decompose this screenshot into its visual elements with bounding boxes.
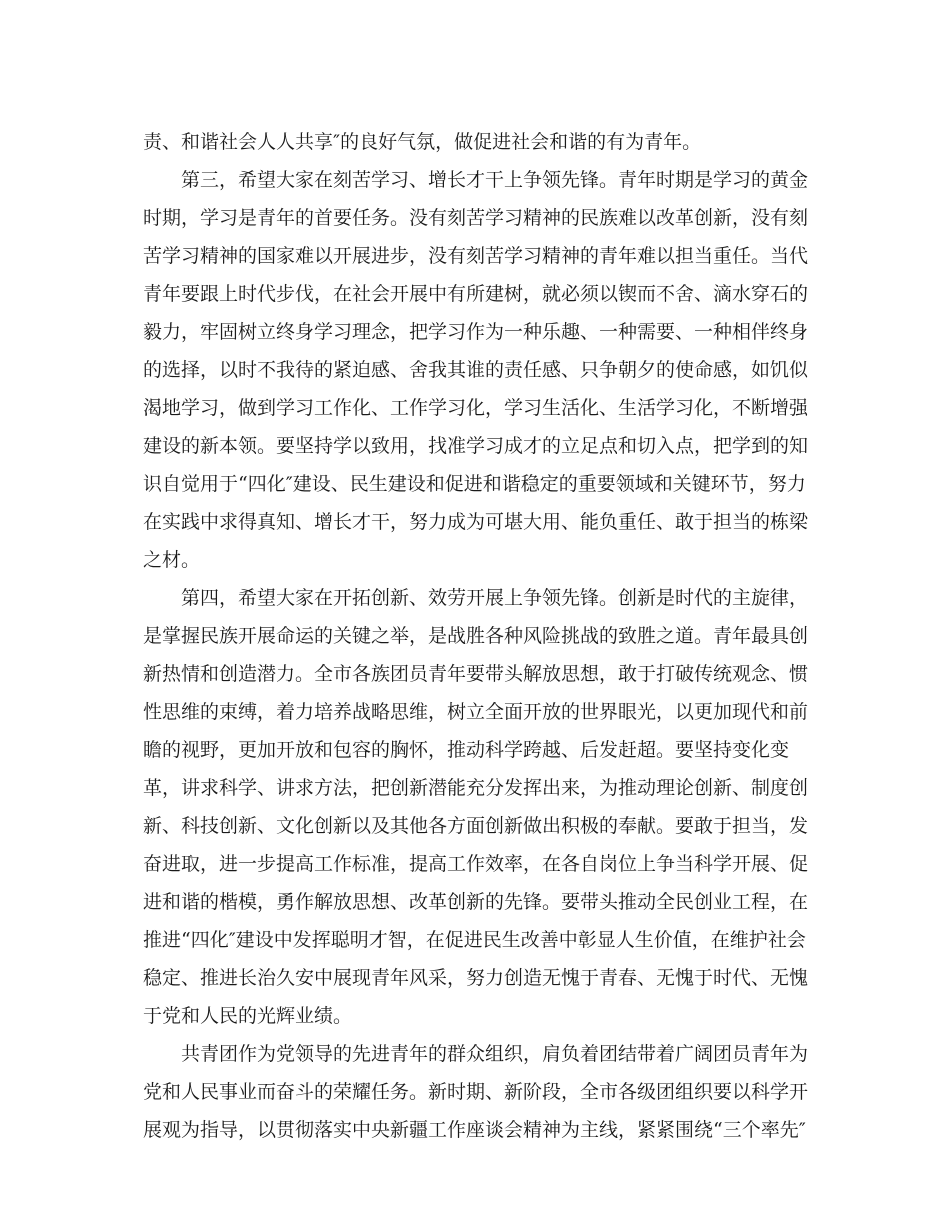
text-line: 推进“四化″建设中发挥聪明才智，在促进民生改善中彰显人生价值，在维护社会: [143, 929, 806, 951]
paragraph-first-line: 共青团作为党领导的先进青年的群众组织，肩负着团结带着广阔团员青年为: [181, 1043, 809, 1065]
text-line: 识自觉用于“四化″建设、民生建设和促进和谐稳定的重要领域和关键环节，努力: [143, 473, 806, 495]
text-line: 瞻的视野，更加开放和包容的胸怀，推动科学跨越、后发赶超。要坚持变化变: [143, 739, 790, 761]
text-line: 苦学习精神的国家难以开展进步，没有刻苦学习精神的青年难以担当重任。当代: [143, 245, 809, 267]
text-line: 渴地学习，做到学习工作化、工作学习化，学习生活化、生活学习化，不断增强: [143, 397, 809, 419]
text-line: 革，讲求科学、讲求方法，把创新潜能充分发挥出来，为推动理论创新、制度创: [143, 777, 809, 799]
text-line: 新、科技创新、文化创新以及其他各方面创新做出积极的奉献。要敢于担当，发: [143, 815, 809, 837]
text-line: 的选择，以时不我待的紧迫感、舍我其谁的责任感、只争朝夕的使命感，如饥似: [143, 359, 809, 381]
text-line: 党和人民事业而奋斗的荣耀任务。新时期、新阶段，全市各级团组织要以科学开: [143, 1081, 809, 1103]
paragraph-first-line: 第三，希望大家在刻苦学习、增长才干上争领先锋。青年时期是学习的黄金: [181, 169, 809, 191]
text-line: 性思维的束缚，着力培养战略思维，树立全面开放的世界眼光，以更加现代和前: [143, 701, 809, 723]
text-line: 于党和人民的光辉业绩。: [143, 1005, 353, 1027]
paragraph-first-line: 第四，希望大家在开拓创新、效劳开展上争领先锋。创新是时代的主旋律，: [181, 587, 809, 609]
text-line: 青年要跟上时代步伐，在社会开展中有所建树，就必须以锲而不舍、滴水穿石的: [143, 283, 809, 305]
text-line: 展观为指导，以贯彻落实中央新疆工作座谈会精神为主线，紧紧围绕“三个率先″: [143, 1119, 806, 1141]
text-line: 是掌握民族开展命运的关键之举，是战胜各种风险挑战的致胜之道。青年最具创: [143, 625, 809, 647]
text-line: 毅力，牢固树立终身学习理念，把学习作为一种乐趣、一种需要、一种相伴终身: [143, 321, 809, 343]
text-line: 之材。: [143, 549, 201, 571]
text-line: 建设的新本领。要坚持学以致用，找准学习成才的立足点和切入点，把学到的知: [143, 435, 809, 457]
text-line: 在实践中求得真知、增长才干，努力成为可堪大用、能负重任、敢于担当的栋梁: [143, 511, 809, 533]
text-line: 进和谐的楷模，勇作解放思想、改革创新的先锋。要带头推动全民创业工程，在: [143, 891, 809, 913]
text-line: 奋进取，进一步提高工作标准，提高工作效率，在各自岗位上争当科学开展、促: [143, 853, 809, 875]
text-line: 新热情和创造潜力。全市各族团员青年要带头解放思想，敢于打破传统观念、惯: [143, 663, 809, 685]
text-line: 时期，学习是青年的首要任务。没有刻苦学习精神的民族难以改革创新，没有刻: [143, 207, 809, 229]
text-line: 稳定、推进长治久安中展现青年风采，努力创造无愧于青春、无愧于时代、无愧: [143, 967, 809, 989]
text-line: 责、和谐社会人人共享″的良好气氛，做促进社会和谐的有为青年。: [143, 131, 702, 153]
